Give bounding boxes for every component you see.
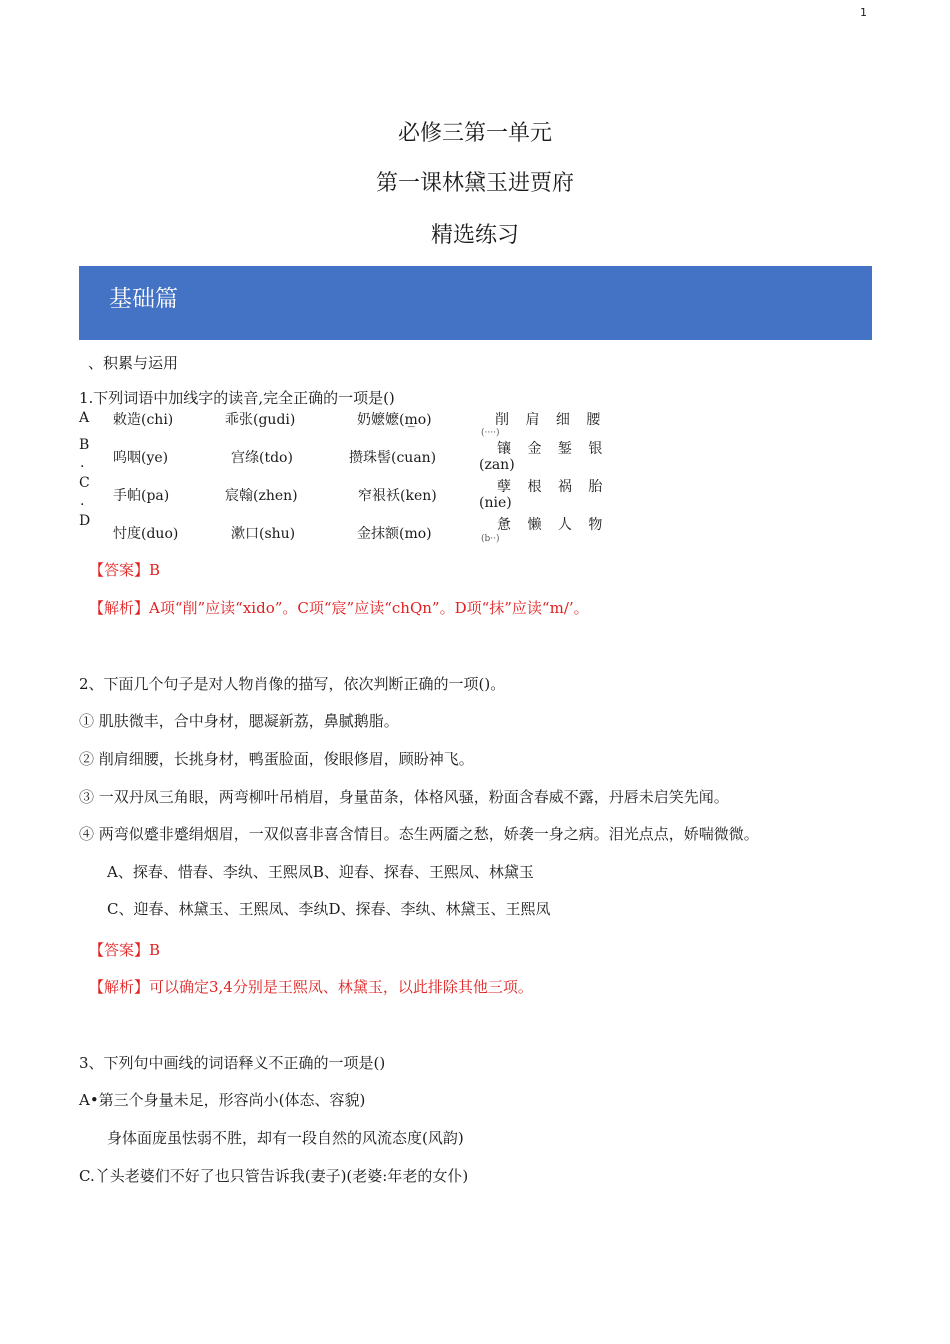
q1-b-word2: 宫绦(tdo) (231, 450, 293, 466)
q1-answer: 【答案】B (89, 561, 161, 579)
q1-letter-a: A (79, 410, 90, 426)
q1-b-pinyin: (zan) (479, 457, 515, 473)
q1-a-word1: 敕造(chi) (113, 412, 174, 428)
q2-stem: 2、下面几个句子是对人物肖像的描写，依次判断正确的一项()。 (79, 675, 506, 693)
q1-letter-c: C (79, 475, 90, 491)
q1-analysis: 【解析】A项“削”应读“xido”。C项“宸”应读“chQn”。D项“抹”应读“m/’。 (89, 599, 589, 617)
q1-d-word3: 金抹额(mo) (357, 526, 432, 542)
q1-letter-dot: . (80, 455, 85, 471)
q3-stem: 3、下列句中画线的词语释义不正确的一项是() (79, 1054, 386, 1072)
q2-item-3: ③ 一双丹凤三角眼，两弯柳叶吊梢眉，身量苗条，体格风骚，粉面含春威不露，丹唇未启笑先闻。 (79, 788, 729, 806)
q2-item-2: ② 削肩细腰，长挑身材，鸭蛋脸面，俊眼修眉，顾盼神飞。 (79, 750, 474, 768)
q1-letter-d: D (79, 513, 91, 529)
banner-label: 基础篇 (109, 286, 178, 312)
q2-analysis: 【解析】可以确定3,4分别是王熙凤、林黛玉，以此排除其他三项。 (89, 978, 533, 996)
q1-b-word1: 呜咽(ye) (113, 450, 169, 466)
q3-option-a: A•第三个身量未足，形容尚小(体态、容貌) (79, 1091, 366, 1109)
q1-d-word2: 漱口(shu) (231, 526, 296, 542)
q1-letter-dot: . (80, 493, 85, 509)
q1-a-word2: 乖张(gudi) (225, 412, 296, 428)
q1-c-word4: 孽 根 祸 胎 (497, 479, 609, 495)
section-banner (79, 266, 872, 340)
title-practice: 精选练习 (430, 223, 519, 248)
q1-a-dots: (····) (481, 428, 500, 438)
q1-c-word3: 窄裉袄(ken) (358, 488, 437, 504)
q1-a-word3: 奶嬷嬷(m̲o) (357, 412, 432, 428)
section-heading: 、积累与运用 (88, 354, 179, 372)
q1-c-word2: 宸翰(zhen) (225, 488, 298, 504)
q1-b-word4: 镶 金 錾 银 (497, 441, 609, 457)
q2-options-ab: A、探春、惜春、李纨、王熙凤B、迎春、探春、王熙凤、林黛玉 (107, 863, 534, 881)
q2-options-cd: C、迎春、林黛玉、王熙凤、李纨D、探春、李纨、林黛玉、王熙凤 (107, 900, 551, 918)
q1-letter-b: B (79, 437, 90, 453)
q2-item-4: ④ 两弯似蹙非蹙绢烟眉，一双似喜非喜含情目。态生两靥之愁，娇袭一身之病。泪光点点，娇喘微微。 (79, 825, 759, 843)
q1-d-word4: 惫 懒 人 物 (497, 517, 609, 533)
page-number: 1 (860, 6, 867, 19)
q2-answer: 【答案】B (89, 941, 161, 959)
title-lesson: 第一课林黛玉进贾府 (375, 171, 574, 196)
q2-item-1: ① 肌肤微丰，合中身材，腮凝新荔，鼻腻鹅脂。 (79, 712, 399, 730)
q1-b-word3: 攒珠髻(cuan) (349, 450, 437, 466)
q1-d-word1: 忖度(duo) (113, 526, 179, 542)
q1-c-word1: 手帕(pa) (113, 488, 170, 504)
title-unit: 必修三第一单元 (397, 121, 552, 146)
q1-c-pinyin: (nie) (479, 495, 512, 511)
q3-option-c: C.丫头老婆们不好了也只管告诉我(妻子)(老婆:年老的女仆) (79, 1167, 469, 1185)
q1-d-dots: (b··) (481, 534, 500, 544)
q3-option-b: 身体面庞虽怯弱不胜，却有一段自然的风流态度(风韵) (107, 1129, 464, 1147)
q1-stem: 1.下列词语中加线字的读音,完全正确的一项是() (79, 389, 395, 407)
q1-a-word4: 削 肩 细 腰 (495, 412, 607, 428)
